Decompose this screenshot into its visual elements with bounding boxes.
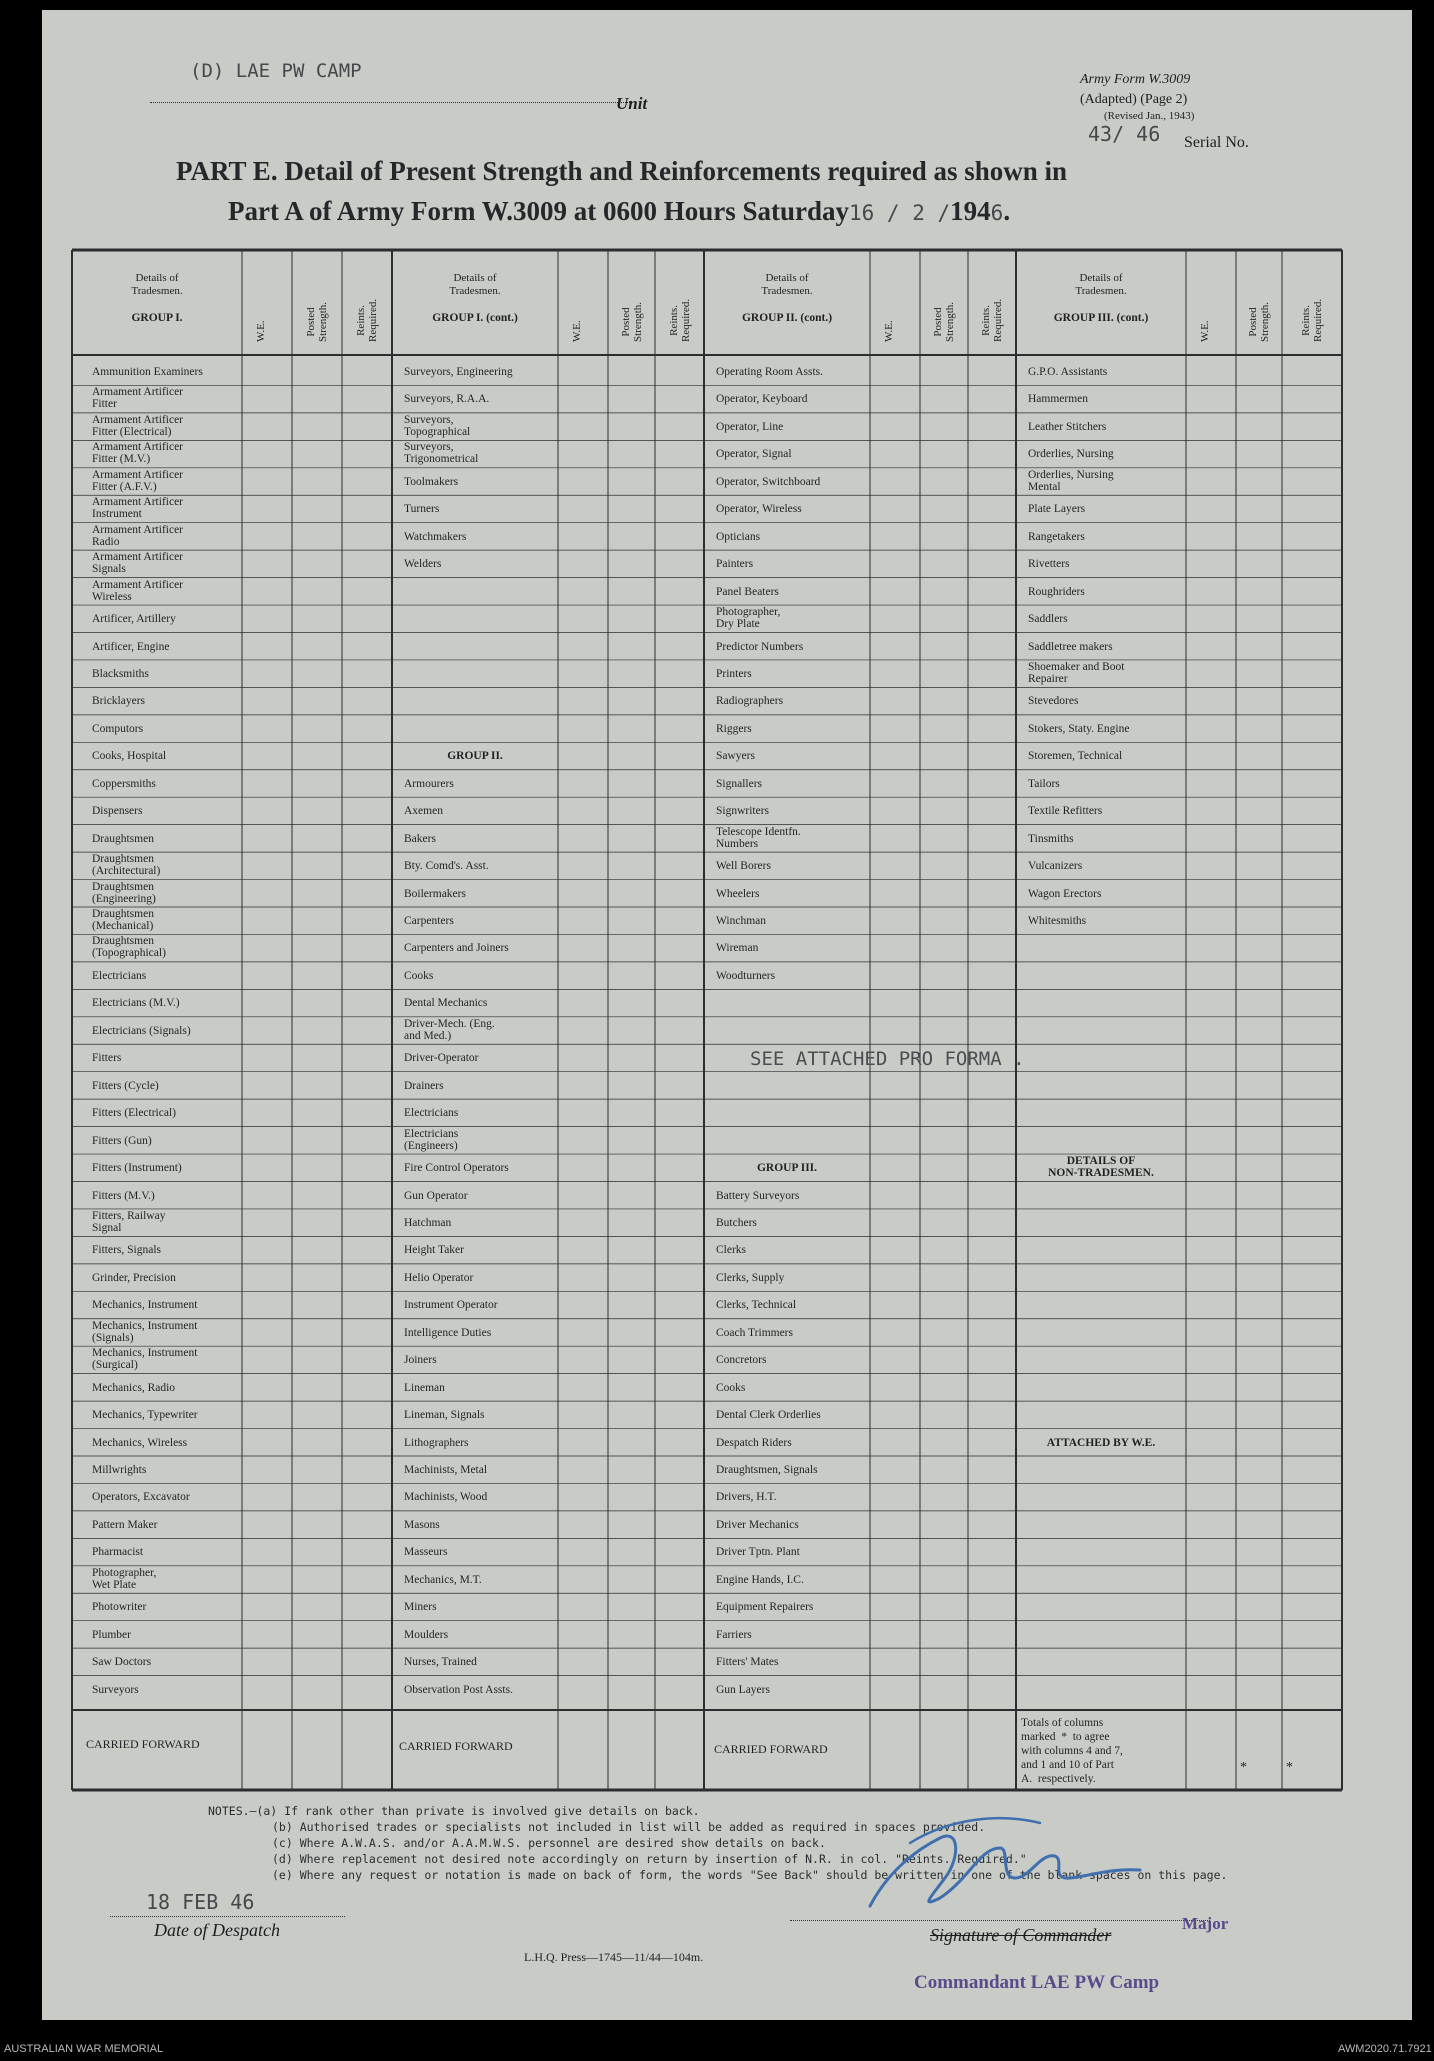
- trade-row-label: Cooks: [404, 969, 434, 982]
- date-dot: .: [1003, 196, 1011, 226]
- trade-row-label: Stevedores: [1028, 695, 1079, 708]
- commandant-stamp: Commandant LAE PW Camp: [914, 1972, 1160, 1993]
- trade-row-label: Tailors: [1028, 777, 1060, 790]
- note-e: (e) Where any request or notation is made on back of form, the words "See Back" should be written in one of the blank spaces on this page.: [272, 1868, 1228, 1882]
- trade-row-label: Observation Post Assts.: [404, 1683, 513, 1696]
- trade-row-label: Instrument Operator: [404, 1299, 498, 1312]
- trade-row-label: Driver-Mech. (Eng. and Med.): [404, 1017, 495, 1042]
- column-header-group-3: GROUP II. (cont.): [741, 312, 833, 324]
- trade-row-label: Clerks, Technical: [716, 1299, 797, 1312]
- trade-row-label: Armament Artificer Instrument: [92, 496, 184, 521]
- sub-header-posted-strength: Posted Strength.: [932, 301, 956, 342]
- sub-header-we: W.E.: [1199, 320, 1211, 342]
- trade-row-label: Rivetters: [1028, 558, 1070, 571]
- signature-of-commander-label: Signature of Commander: [930, 1925, 1112, 1945]
- trade-row-label: Clerks, Supply: [716, 1271, 785, 1284]
- trade-row-label: Fitters: [92, 1052, 122, 1065]
- trade-row-label: Opticians: [716, 530, 761, 543]
- trade-row-label: Draughtsmen (Engineering): [92, 880, 156, 905]
- trade-row-label: Electricians: [92, 969, 147, 982]
- trade-row-label: Tinsmiths: [1028, 832, 1074, 845]
- trade-row-label: Axemen: [404, 805, 443, 818]
- trade-row-label: Computors: [92, 722, 144, 735]
- totals-note: Totals of columns marked * to agree with columns 4 and 7, and 1 and 10 of Part A. respectively.: [1021, 1717, 1123, 1785]
- sub-header-we: W.E.: [883, 320, 895, 342]
- trade-row-label: Saddlers: [1028, 613, 1068, 626]
- trade-row-label: Orderlies, Nursing Mental: [1028, 468, 1114, 493]
- trade-row-label: Wagon Erectors: [1028, 887, 1102, 900]
- trade-row-label: Operator, Keyboard: [716, 393, 808, 406]
- trade-row-label: Panel Beaters: [716, 585, 779, 598]
- trade-row-label: Lineman: [404, 1381, 445, 1394]
- trade-row-label: Cooks, Hospital: [92, 750, 167, 763]
- signature-dotted-line: [790, 1920, 1210, 1921]
- image-footer: [0, 2041, 1434, 2061]
- trade-row-label: G.P.O. Assistants: [1028, 366, 1108, 378]
- trade-row-label: Saddletree makers: [1028, 640, 1113, 653]
- date-day-month: 16 / 2 /: [849, 201, 951, 225]
- date-year-typed: 6: [990, 201, 1004, 225]
- trade-row-label: Fire Control Operators: [404, 1162, 509, 1175]
- trade-row-label: Gun Operator: [404, 1189, 468, 1202]
- trade-row-label: Bakers: [404, 832, 436, 845]
- trade-row-label: Dental Mechanics: [404, 997, 488, 1010]
- rank-stamp: Major: [1182, 1914, 1229, 1933]
- trade-row-label: Helio Operator: [404, 1271, 474, 1284]
- trade-row-label: Intelligence Duties: [404, 1326, 492, 1339]
- trade-row-label: Saw Doctors: [92, 1656, 152, 1669]
- trade-row-label: Draughtsmen, Signals: [716, 1464, 818, 1476]
- sub-header-reints-required: Reints. Required.: [667, 298, 692, 342]
- trade-row-label: Riggers: [716, 722, 752, 735]
- trade-row-label: Electricians (M.V.): [92, 997, 180, 1010]
- signature-scrawl: [850, 1808, 1180, 1928]
- group-heading: GROUP II.: [447, 750, 503, 763]
- trade-row-label: Draughtsmen (Topographical): [92, 935, 166, 960]
- trade-row-label: Vulcanizers: [1028, 860, 1083, 873]
- trade-row-label: Signwriters: [716, 805, 770, 818]
- note-d: (d) Where replacement not desired note accordingly on return by insertion of N.R. in col. "Reints. Required.": [272, 1852, 1027, 1866]
- trade-row-label: Operator, Signal: [716, 448, 792, 461]
- trade-row-label: Blacksmiths: [92, 667, 149, 680]
- carried-forward-3: CARRIED FORWARD: [714, 1742, 828, 1756]
- trade-row-label: Masseurs: [404, 1546, 448, 1559]
- trade-row-label: Farriers: [716, 1628, 752, 1641]
- trade-row-label: Mechanics, Instrument: [92, 1299, 198, 1312]
- trade-row-label: Draughtsmen: [92, 832, 154, 845]
- trade-row-label: Driver Tptn. Plant: [716, 1546, 800, 1559]
- trade-row-label: Hammermen: [1028, 393, 1089, 406]
- trade-row-label: Operator, Line: [716, 420, 784, 433]
- trade-row-label: Draughtsmen (Mechanical): [92, 908, 154, 932]
- trade-row-label: Electricians: [404, 1107, 459, 1120]
- trade-row-label: Fitters (Instrument): [92, 1162, 182, 1175]
- sub-header-reints-required: Reints. Required.: [355, 298, 379, 342]
- title-line-1: PART E. Detail of Present Strength and Reinforcements required as shown in: [176, 156, 1068, 186]
- trade-row-label: Wireman: [716, 942, 759, 955]
- trade-row-label: Plumber: [92, 1628, 131, 1641]
- trade-row-label: Surveyors, Trigonometrical: [404, 441, 479, 466]
- trade-row-label: Driver Mechanics: [716, 1518, 799, 1531]
- trade-row-label: Draughtsmen (Architectural): [92, 853, 161, 878]
- carried-forward-2: CARRIED FORWARD: [399, 1739, 513, 1753]
- trade-row-label: Artificer, Engine: [92, 640, 170, 653]
- column-header-group-1: GROUP I.: [131, 312, 183, 324]
- trade-row-label: Armament Artificer Fitter (M.V.): [92, 441, 184, 466]
- trade-row-label: Clerks: [716, 1244, 747, 1257]
- column-header-details-4: Details of Tradesmen.: [1075, 272, 1127, 297]
- trade-row-label: Armament Artificer Fitter (A.F.V.): [92, 468, 184, 493]
- trade-row-label: Drainers: [404, 1079, 444, 1092]
- note-a: NOTES.—(a) If rank other than private is involved give details on back.: [208, 1804, 700, 1818]
- trade-row-label: Photographer, Dry Plate: [716, 606, 781, 631]
- note-b: (b) Authorised trades or specialists not included in list will be added as required in spaces provided.: [272, 1820, 986, 1834]
- trade-row-label: Nurses, Trained: [404, 1656, 477, 1669]
- trade-row-label: Roughriders: [1028, 585, 1085, 598]
- trade-row-label: Surveyors, R.A.A.: [404, 393, 490, 406]
- trade-row-label: Painters: [716, 558, 754, 571]
- trade-row-label: Carpenters: [404, 915, 454, 927]
- trade-row-label: Miners: [404, 1601, 437, 1614]
- trade-row-label: Plate Layers: [1028, 503, 1086, 516]
- trade-row-label: Lineman, Signals: [404, 1409, 485, 1422]
- trade-row-label: Armament Artificer Radio: [92, 523, 184, 548]
- trade-row-label: Fitters, Signals: [92, 1244, 162, 1257]
- asterisk-reints: *: [1286, 1760, 1293, 1775]
- trade-row-label: Textile Refitters: [1028, 805, 1103, 818]
- trade-row-label: Ammunition Examiners: [92, 366, 203, 378]
- trade-row-label: Armament Artificer Wireless: [92, 578, 184, 603]
- trade-row-label: Turners: [404, 503, 440, 516]
- date-of-despatch-value: 18 FEB 46: [146, 1890, 255, 1914]
- trade-row-label: Mechanics, Instrument (Surgical): [92, 1347, 198, 1372]
- sub-header-reints-required: Reints. Required.: [1300, 298, 1324, 342]
- trade-row-label: Cooks: [716, 1381, 746, 1394]
- trade-row-label: Radiographers: [716, 695, 784, 708]
- trade-row-label: Millwrights: [92, 1464, 147, 1476]
- trade-row-label: Battery Surveyors: [716, 1189, 800, 1202]
- trade-row-label: Masons: [404, 1518, 440, 1531]
- trade-row-label: Rangetakers: [1028, 530, 1085, 543]
- trade-row-label: Joiners: [404, 1354, 437, 1367]
- trade-row-label: Engine Hands, I.C.: [716, 1573, 804, 1586]
- carried-forward-1: CARRIED FORWARD: [86, 1737, 200, 1751]
- trade-row-label: Dispensers: [92, 805, 143, 818]
- despatch-dotted-line: [110, 1916, 345, 1917]
- trade-row-label: Woodturners: [716, 969, 776, 982]
- trade-row-label: Well Borers: [716, 860, 771, 873]
- trade-row-label: Whitesmiths: [1028, 915, 1087, 927]
- trade-row-label: Bty. Comd's. Asst.: [404, 860, 489, 873]
- sub-header-posted-strength: Posted Strength.: [1247, 301, 1271, 342]
- trade-row-label: Surveyors, Topographical: [404, 413, 471, 438]
- trade-row-label: Mechanics, M.T.: [404, 1573, 482, 1586]
- serial-label: Serial No.: [1184, 134, 1249, 151]
- group-heading: DETAILS OF NON-TRADESMEN.: [1048, 1155, 1154, 1180]
- sub-header-posted-strength: Posted Strength.: [619, 301, 644, 342]
- trade-row-label: Bricklayers: [92, 695, 146, 708]
- note-c: (c) Where A.W.A.S. and/or A.A.M.W.S. personnel are desired show details on back.: [272, 1836, 826, 1850]
- trade-row-label: Surveyors, Engineering: [404, 366, 513, 378]
- trade-row-label: Grinder, Precision: [92, 1271, 176, 1284]
- form-name: Army Form W.3009: [1080, 72, 1191, 87]
- trade-row-label: Mechanics, Instrument (Signals): [92, 1319, 198, 1344]
- trade-row-label: Operator, Switchboard: [716, 475, 821, 488]
- form-revised: (Revised Jan., 1943): [1104, 110, 1195, 122]
- trade-row-label: Armament Artificer Fitter (Electrical): [92, 413, 184, 438]
- title-line-2-text: Part A of Army Form W.3009 at 0600 Hours Saturday: [228, 196, 849, 226]
- trade-row-label: Electricians (Engineers): [404, 1127, 459, 1152]
- trade-row-label: Mechanics, Typewriter: [92, 1409, 198, 1422]
- sub-header-we: W.E.: [255, 320, 267, 342]
- trade-row-label: Armament Artificer Signals: [92, 551, 184, 576]
- trade-row-label: Printers: [716, 667, 752, 680]
- trade-row-label: Mechanics, Radio: [92, 1381, 176, 1394]
- date-of-despatch-label: Date of Despatch: [154, 1920, 280, 1940]
- trade-row-label: Armament Artificer Fitter: [92, 386, 184, 411]
- trade-row-label: Machinists, Wood: [404, 1491, 488, 1504]
- trade-row-label: Orderlies, Nursing: [1028, 448, 1114, 461]
- see-attached-typed: SEE ATTACHED PRO FORMA .: [750, 1048, 1025, 1070]
- trade-row-label: Dental Clerk Orderlies: [716, 1409, 821, 1422]
- trade-row-label: Predictor Numbers: [716, 640, 804, 653]
- group-heading: GROUP III.: [756, 1162, 818, 1175]
- trade-row-label: Stokers, Staty. Engine: [1028, 722, 1130, 735]
- column-header-details-2: Details of Tradesmen.: [449, 272, 501, 297]
- trade-row-label: Butchers: [716, 1216, 757, 1229]
- footer-left-credit: AUSTRALIAN WAR MEMORIAL: [4, 2043, 164, 2055]
- column-header-group-2: GROUP I. (cont.): [432, 312, 518, 324]
- trade-row-label: Operators, Excavator: [92, 1491, 190, 1504]
- trade-row-label: Photographer, Wet Plate: [92, 1566, 157, 1591]
- trade-row-label: Pattern Maker: [92, 1518, 158, 1531]
- trade-row-label: Electricians (Signals): [92, 1024, 191, 1037]
- trade-row-label: Signallers: [716, 777, 762, 790]
- trade-row-label: Driver-Operator: [404, 1052, 479, 1065]
- trade-row-label: Coach Trimmers: [716, 1326, 793, 1339]
- trade-row-label: Wheelers: [716, 887, 760, 900]
- trade-row-label: Fitters (Electrical): [92, 1107, 176, 1120]
- date-year-print: 194: [950, 196, 991, 226]
- sub-header-posted-strength: Posted Strength.: [305, 301, 329, 342]
- trade-row-label: Surveyors: [92, 1683, 139, 1696]
- column-header-details-1: Details of Tradesmen.: [131, 272, 183, 297]
- press-line: L.H.Q. Press—1745—11/44—104m.: [524, 1950, 704, 1964]
- trade-row-label: Telescope Identfn. Numbers: [716, 825, 801, 850]
- group-heading: ATTACHED BY W.E.: [1046, 1436, 1156, 1449]
- trade-row-label: Equipment Repairers: [716, 1601, 814, 1614]
- trade-row-label: Machinists, Metal: [404, 1464, 488, 1476]
- unit-typed-value: (D) LAE PW CAMP: [190, 60, 362, 82]
- trade-row-label: Height Taker: [404, 1244, 464, 1257]
- trade-row-label: Welders: [404, 558, 442, 571]
- column-header-group-4: GROUP III. (cont.): [1053, 312, 1149, 324]
- trade-row-label: Mechanics, Wireless: [92, 1436, 188, 1449]
- trade-row-label: Fitters' Mates: [716, 1656, 779, 1669]
- form-adapted: (Adapted) (Page 2): [1080, 92, 1188, 107]
- trade-row-label: Carpenters and Joiners: [404, 942, 509, 955]
- trade-row-label: Toolmakers: [404, 475, 459, 488]
- trade-row-label: Moulders: [404, 1628, 449, 1641]
- trade-row-label: Hatchman: [404, 1216, 452, 1229]
- trade-row-label: Operator, Wireless: [716, 503, 802, 516]
- trade-row-label: Leather Stitchers: [1028, 420, 1107, 433]
- trade-row-label: Fitters (Cycle): [92, 1079, 159, 1092]
- trade-row-label: Winchman: [716, 915, 766, 927]
- trade-row-label: Boilermakers: [404, 887, 466, 900]
- trade-row-label: Artificer, Artillery: [92, 613, 176, 626]
- trade-row-label: Fitters (Gun): [92, 1134, 152, 1147]
- trade-row-label: Gun Layers: [716, 1683, 770, 1696]
- footer-right-accession: AWM2020.71.7921: [1338, 2043, 1432, 2055]
- trade-row-label: Sawyers: [716, 750, 755, 763]
- trade-row-label: Fitters (M.V.): [92, 1189, 155, 1202]
- trade-row-label: Fitters, Railway Signal: [92, 1209, 166, 1234]
- trade-row-label: Photowriter: [92, 1601, 147, 1614]
- sub-header-we: W.E.: [571, 320, 583, 342]
- column-header-details-3: Details of Tradesmen.: [761, 272, 813, 297]
- trade-row-label: Watchmakers: [404, 530, 467, 543]
- trade-row-label: Lithographers: [404, 1436, 469, 1449]
- trade-row-label: Operating Room Assts.: [716, 366, 824, 378]
- trade-row-label: Drivers, H.T.: [716, 1491, 777, 1504]
- asterisk-posted: *: [1240, 1760, 1247, 1775]
- trade-row-label: Concretors: [716, 1354, 767, 1367]
- trade-row-label: Shoemaker and Boot Repairer: [1028, 660, 1125, 685]
- trade-row-label: Despatch Riders: [716, 1436, 792, 1449]
- trade-row-label: Coppersmiths: [92, 777, 156, 790]
- sub-header-reints-required: Reints. Required.: [980, 298, 1004, 342]
- trade-row-label: Armourers: [404, 777, 454, 790]
- trade-row-label: Pharmacist: [92, 1546, 144, 1559]
- trade-row-label: Storemen, Technical: [1028, 750, 1123, 763]
- unit-label: Unit: [616, 94, 648, 113]
- serial-number-value: 43/ 46: [1088, 122, 1161, 146]
